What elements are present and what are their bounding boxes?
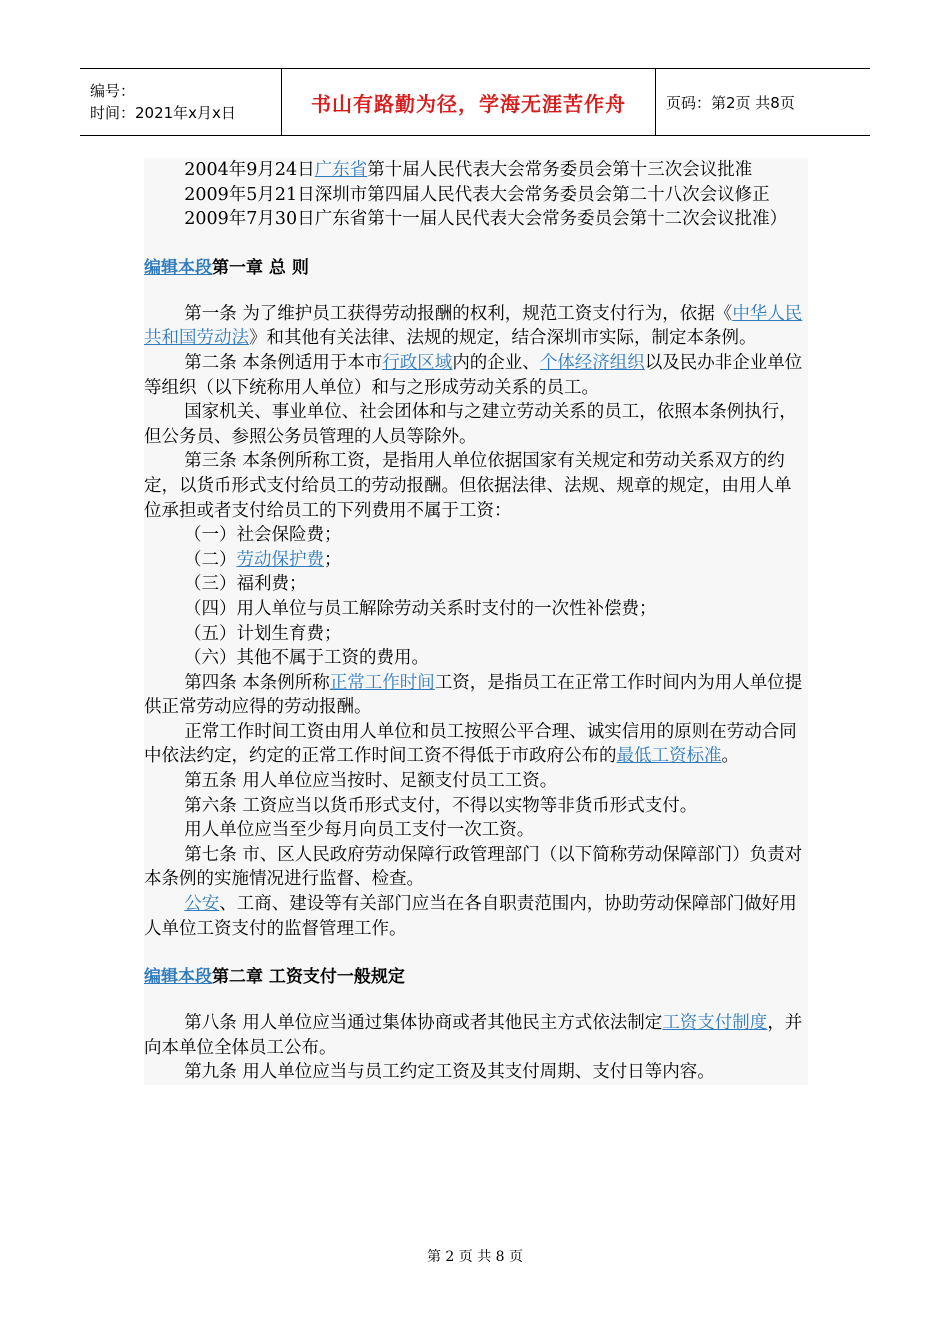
- page-header: [80, 68, 870, 136]
- page-footer: 第 2 页 共 8 页: [426, 1249, 524, 1265]
- article-7: 第七条 市、区人民政府劳动保障行政管理部门（以下简称劳动保障部门）负责对本条例的实施情况进行监督、检查。: [144, 844, 803, 890]
- list-item: （五）计划生育费；: [184, 623, 342, 644]
- link-admin-region[interactable]: 行政区域: [382, 352, 453, 373]
- list-item: （四）用人单位与员工解除劳动关系时支付的一次性补偿费；: [184, 598, 657, 619]
- article-3: 第三条 本条例所称工资，是指用人单位依据国家有关规定和劳动关系双方的约定，以货币形式支付给员工的劳动报酬。但依据法律、法规、规章的规定，由用人单位承担或者支付给员工的下列费用不属于工资：: [144, 451, 792, 521]
- list-item-num: （二）: [184, 549, 237, 570]
- link-individual-economy[interactable]: 个体经济组织: [539, 352, 645, 373]
- article-2-text-c: 以及民办非企业单位等组织（以下统称用人单位）和与之形成劳动关系的员工。: [144, 352, 803, 398]
- approval-2: 2009年5月21日深圳市第四届人民代表大会常务委员会第二十八次会议修正: [184, 184, 770, 205]
- link-normal-working-hours[interactable]: 正常工作时间: [329, 672, 435, 693]
- approval-1: [144, 158, 808, 183]
- article-4b-text-b: 。: [721, 746, 739, 767]
- header-page: [656, 69, 870, 135]
- chapter-2-heading: [144, 965, 808, 989]
- article-1-text-b: 》和其他有关法律、法规的规定，结合深圳市实际，制定本条例。: [249, 328, 757, 349]
- page-label: 页码：第2页 共8页: [666, 93, 795, 112]
- edit-section-link[interactable]: 编辑本段: [144, 967, 212, 988]
- chapter-1-heading: [144, 256, 808, 280]
- header-time: 时间：2021年x月x日: [90, 104, 236, 122]
- chapter-1-title: 第一章 总 则: [212, 257, 309, 278]
- approval-1-text: 第十届人民代表大会常务委员会第十三次会议批准: [367, 160, 753, 180]
- article-8-text-b: ，并向本单位全体员工公布。: [144, 1013, 803, 1058]
- approval-1-date: 2004年9月24日: [184, 160, 315, 180]
- list-item: （三）福利费；: [184, 574, 307, 595]
- article-4: [144, 671, 808, 720]
- link-guangdong[interactable]: 广东省: [314, 160, 368, 180]
- article-2-text-b: 内的企业、: [452, 352, 540, 373]
- article-4-text-b: 工资，是指员工在正常工作时间内为用人单位提供正常劳动应得的劳动报酬。: [144, 672, 803, 718]
- article-6: 第六条 工资应当以货币形式支付，不得以实物等非货币形式支付。: [184, 795, 698, 816]
- article-8-text-a: 第八条 用人单位应当通过集体协商或者其他民主方式依法制定: [184, 1013, 663, 1034]
- link-wage-payment-system[interactable]: 工资支付制度: [662, 1013, 768, 1034]
- list-item: （一）社会保险费；: [184, 525, 342, 546]
- article-5: 第五条 用人单位应当按时、足额支付员工工资。: [184, 771, 558, 792]
- list-item: （六）其他不属于工资的费用。: [184, 648, 429, 669]
- edit-section-link[interactable]: 编辑本段: [144, 257, 212, 278]
- list-item: [144, 548, 808, 573]
- article-4-para-2: [144, 720, 808, 769]
- article-1: [144, 302, 808, 351]
- article-7-para-2: [144, 892, 808, 941]
- article-6-para-2: 用人单位应当至少每月向员工支付一次工资。: [184, 820, 535, 841]
- header-number: 编号：: [90, 82, 136, 100]
- approval-3: 2009年7月30日广东省第十一届人民代表大会常务委员会第十二次会议批准）: [184, 209, 788, 230]
- article-2-text-a: 第二条 本条例适用于本市: [184, 352, 383, 373]
- list-item-end: ；: [324, 549, 342, 570]
- motto-text: 书山有路勤为径，学海无涯苦作舟: [311, 91, 626, 116]
- article-4b-text-a: 正常工作时间工资由用人单位和员工按照公平合理、诚实信用的原则在劳动合同中依法约定，约定的正常工作时间工资不得低于市政府公布的: [144, 721, 797, 767]
- header-meta: [80, 69, 282, 135]
- article-2: [144, 351, 808, 400]
- article-9: 第九条 用人单位应当与员工约定工资及其支付周期、支付日等内容。: [184, 1062, 715, 1083]
- header-motto: [282, 69, 656, 135]
- article-1-text-a: 第一条 为了维护员工获得劳动报酬的权利，规范工资支付行为，依据《: [184, 303, 733, 324]
- article-7b-text: 、工商、建设等有关部门应当在各自职责范围内，协助劳动保障部门做好用人单位工资支付的监督管理工作。: [144, 894, 797, 939]
- link-labor-law[interactable]: 中华人民共和国劳动法: [144, 303, 803, 349]
- article-8: [144, 1011, 808, 1060]
- article-4-text-a: 第四条 本条例所称: [184, 672, 330, 693]
- link-minimum-wage[interactable]: 最低工资标准: [616, 746, 722, 767]
- chapter-2-title: 第二章 工资支付一般规定: [212, 967, 405, 988]
- link-public-security[interactable]: 公安: [184, 894, 220, 915]
- article-2-para-2: 国家机关、事业单位、社会团体和与之建立劳动关系的员工，依照本条例执行，但公务员、参照公务员管理的人员等除外。: [144, 402, 797, 447]
- link-labor-protection-fee[interactable]: 劳动保护费: [236, 549, 324, 570]
- document-body: [144, 158, 808, 1085]
